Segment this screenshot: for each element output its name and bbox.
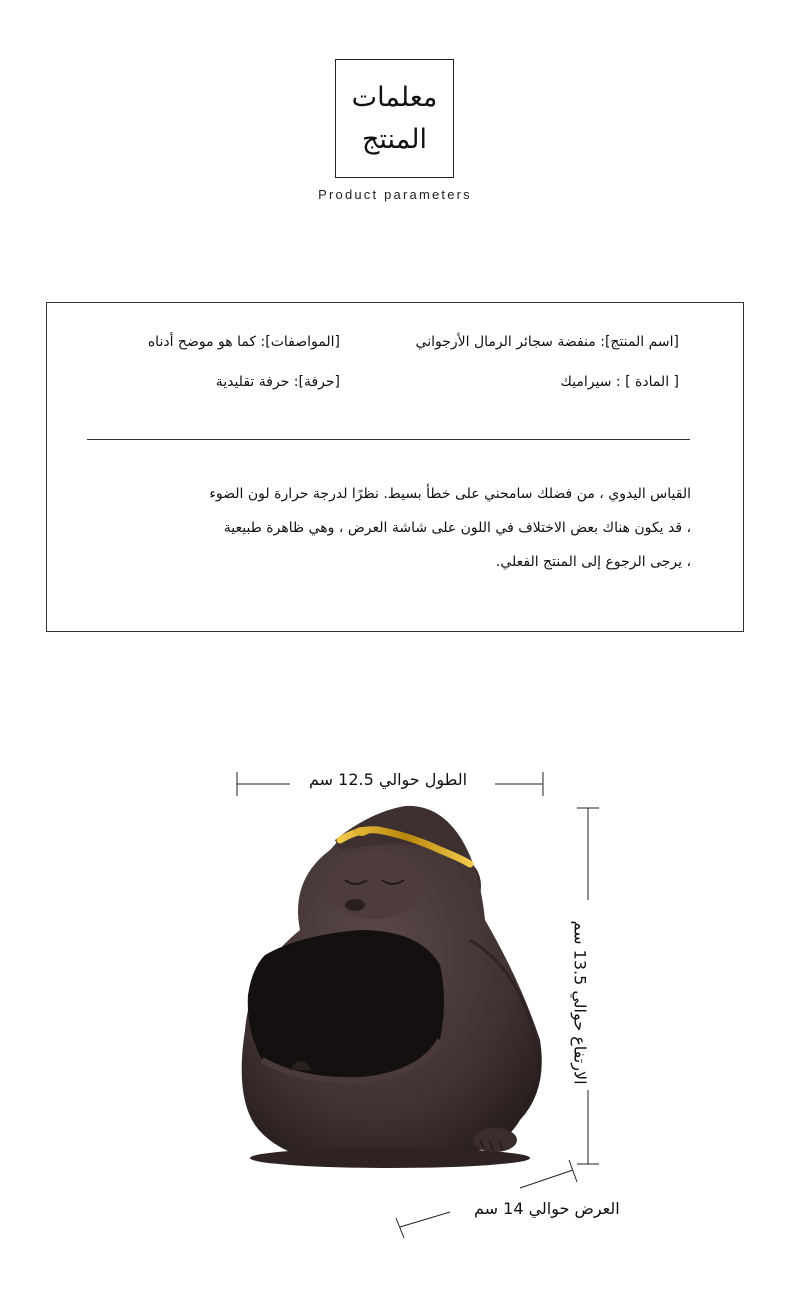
height-label: الارتفاع حوالي 13.5 سم	[570, 920, 590, 1085]
spec-product-name: [اسم المنتج]: منفضة سجائر الرمال الأرجواني	[415, 334, 679, 350]
subtitle: Product parameters	[318, 187, 472, 202]
length-label: الطول حوالي 12.5 سم	[309, 770, 468, 789]
title-box	[335, 59, 454, 178]
title-line-2: المنتج	[361, 123, 428, 155]
spec-box	[46, 302, 744, 632]
spec-specification: [المواصفات]: كما هو موضح أدناه	[147, 334, 340, 350]
note-line-3: ، يرجى الرجوع إلى المنتج الفعلي.	[495, 554, 691, 570]
divider	[87, 439, 690, 440]
title-line-1: معلمات	[351, 81, 438, 113]
spec-material: [ المادة ] : سيراميك	[560, 374, 679, 390]
note-text	[91, 477, 691, 579]
product-illustration	[0, 740, 790, 1260]
note-line-2: ، قد يكون هناك بعض الاختلاف في اللون على شاشة العرض ، وهي ظاهرة طبيعية	[223, 520, 691, 536]
width-label: العرض حوالي 14 سم	[474, 1199, 620, 1218]
note-line-1: القياس اليدوي ، من فضلك سامحني على خطأ بسيط. نظرًا لدرجة حرارة لون الضوء	[209, 486, 691, 502]
spec-craft: [حرفة]: حرفة تقليدية	[215, 374, 340, 390]
monkey-ashtray-icon	[242, 806, 542, 1168]
